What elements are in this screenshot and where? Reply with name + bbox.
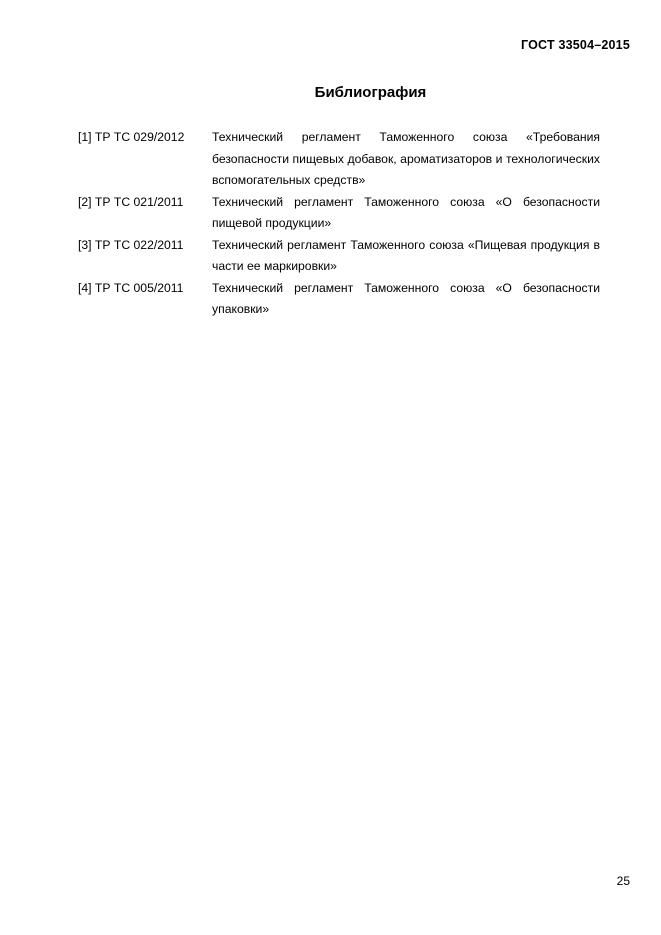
bibliography-entry — [78, 235, 600, 278]
bibliography-ref: [4] ТР ТС 005/2011 — [78, 280, 184, 295]
bibliography-text: Технический регламент Таможенного союза «Требования безопасности пищевых добавок, ароматизаторов и технологических вспомогательных средств» — [212, 130, 600, 187]
bibliography-ref: [3] ТР ТС 022/2011 — [78, 237, 184, 252]
bibliography-text: Технический регламент Таможенного союза «О безопасности упаковки» — [212, 280, 600, 316]
bibliography-ref: [2] ТР ТС 021/2011 — [78, 194, 184, 209]
bibliography-entry — [78, 278, 600, 321]
bibliography-text: Технический регламент Таможенного союза «О безопасности пищевой продукции» — [212, 194, 600, 230]
document-standard-code: ГОСТ 33504–2015 — [521, 38, 630, 52]
bibliography-entry — [78, 127, 600, 192]
page-number: 25 — [616, 874, 630, 888]
bibliography-text: Технический регламент Таможенного союза «Пищевая продукция в части ее маркировки» — [212, 237, 600, 273]
bibliography-ref: [1] ТР ТС 029/2012 — [78, 130, 185, 144]
bibliography-list — [78, 127, 600, 321]
page-title: Библиография — [314, 84, 427, 101]
bibliography-entry — [78, 192, 600, 235]
